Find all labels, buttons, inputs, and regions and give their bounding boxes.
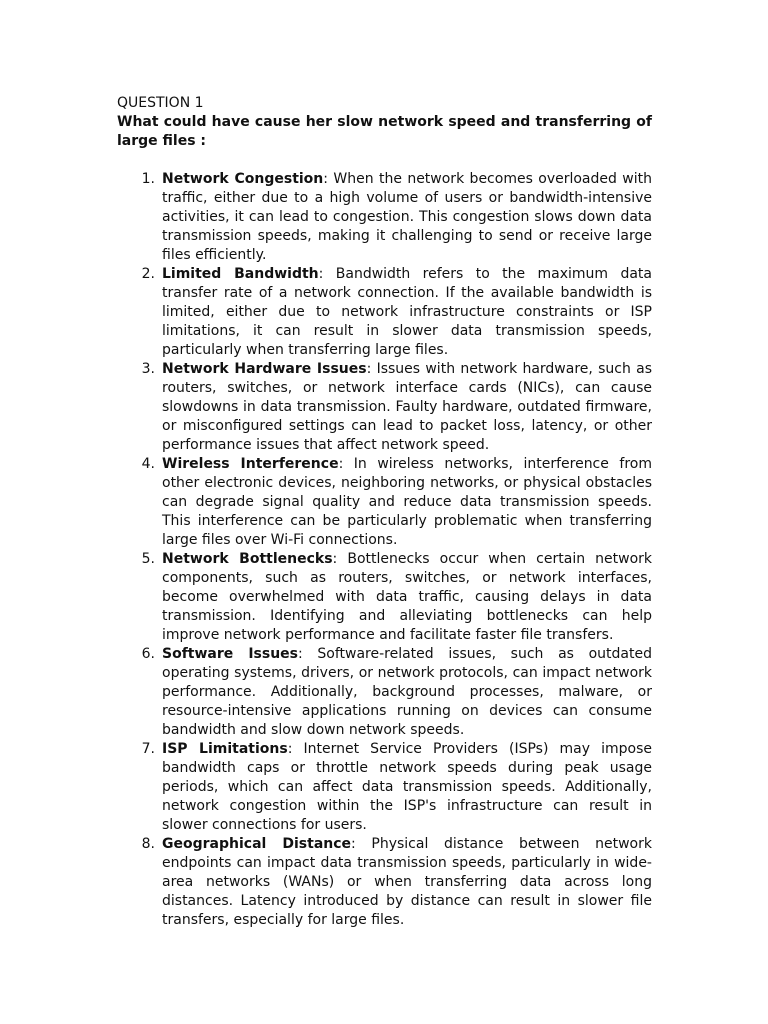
item-number: 3. [141,361,155,377]
item-term: Software Issues [162,646,299,662]
item-term: ISP Limitations [162,741,288,757]
item-term: Network Hardware Issues [162,361,367,377]
item-description: : Bottlenecks occur when certain network components, such as routers, switches, or network interfaces, become overwhelmed with data traffic, causing delays in data transmission. Identifying and alleviating bottlenecks can help improve network performance and facilitate faster file transfers. [162,551,653,643]
item-term: Network Bottlenecks [162,551,333,567]
item-description: : Internet Service Providers (ISPs) may impose bandwidth caps or throttle network speeds during peak usage periods, which can affect data transmission speeds. Additionally, network congestion within the ISP's infrastructure can result in slower connections for users. [162,741,652,833]
list-item [117,455,652,550]
item-term: Limited Bandwidth [162,266,319,282]
item-number: 6. [141,646,155,662]
list-item [117,645,652,740]
item-term: Network Congestion [162,171,324,187]
item-description: : In wireless networks, interference from other electronic devices, neighboring networks, or physical obstacles can degrade signal quality and reduce data transmission speeds. This interference can be particularly problematic when transferring large files over Wi-Fi connections. [162,456,652,548]
item-description: : Software-related issues, such as outdated operating systems, drivers, or network protocols, can impact network performance. Additionally, background processes, malware, or resource-intensive applications running on devices can consume bandwidth and slow down network speeds. [162,646,652,738]
document-page [117,94,652,930]
item-number: 4. [141,456,155,472]
item-description: : Bandwidth refers to the maximum data transfer rate of a network connection. If the available bandwidth is limited, either due to network infrastructure constraints or ISP limitations, it can result in slower data transmission speeds, particularly when transferring large files. [162,266,652,358]
list-item [117,835,652,930]
list-item [117,265,652,360]
item-description: : Physical distance between network endpoints can impact data transmission speeds, particularly in wide-area networks (WANs) or when transferring data across long distances. Latency introduced by distance can result in slower file transfers, especially for large files. [162,836,652,928]
item-number: 8. [141,836,155,852]
item-number: 2. [141,266,155,282]
item-term: Wireless Interference [162,456,339,472]
item-number: 1. [141,171,155,187]
list-item [117,550,652,645]
question-text: What could have cause her slow network speed and transferring of large files : [117,114,652,149]
list-item [117,170,652,265]
item-term: Geographical Distance [162,836,352,852]
item-description: : When the network becomes overloaded with traffic, either due to a high volume of users or bandwidth-intensive activities, it can lead to congestion. This congestion slows down data transmission speeds, making it challenging to send or receive large files efficiently. [162,171,652,263]
item-description: : Issues with network hardware, such as routers, switches, or network interface cards (NICs), can cause slowdowns in data transmission. Faulty hardware, outdated firmware, or misconfigured settings can lead to packet loss, latency, or other performance issues that affect network speed. [162,361,652,453]
item-number: 7. [141,741,155,757]
question-label: QUESTION 1 [117,95,204,111]
causes-list [117,170,652,930]
list-item [117,740,652,835]
item-number: 5. [141,551,155,567]
list-item [117,360,652,455]
